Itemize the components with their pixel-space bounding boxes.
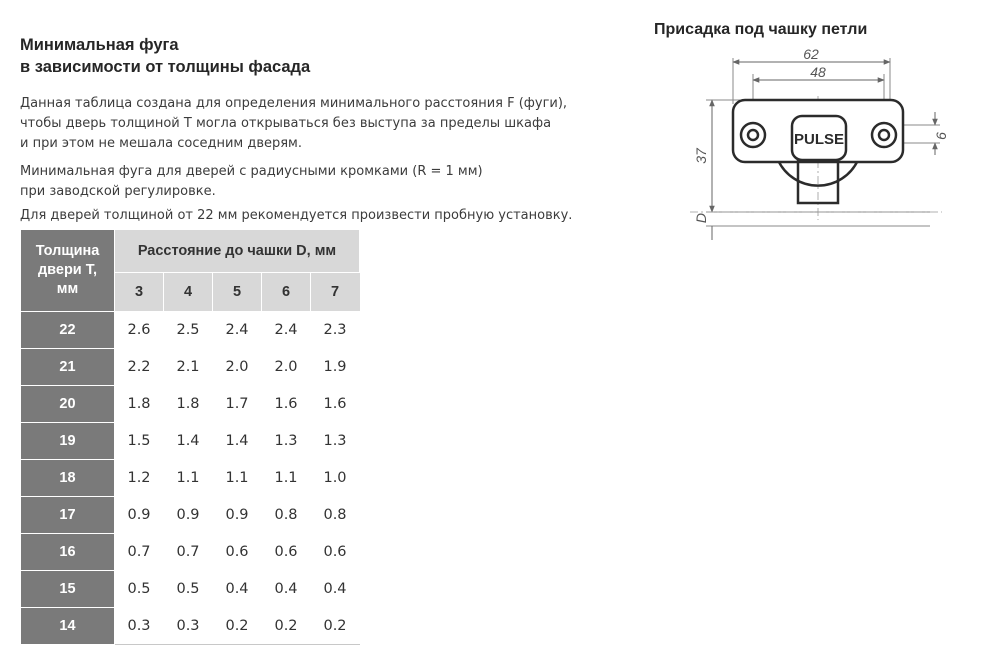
door-thickness-header-line: мм	[56, 281, 79, 297]
test-install-note: Для дверей толщиной от 22 мм рекомендуется произвести пробную установку.	[20, 208, 573, 223]
gap-value-cell: 0.2	[262, 608, 311, 645]
cup-distance-header: Расстояние до чашки D, мм	[115, 230, 360, 273]
gap-value-cell: 0.6	[213, 534, 262, 571]
door-thickness-cell: 17	[21, 497, 115, 534]
gap-value-cell: 2.1	[164, 349, 213, 386]
gap-value-cell: 0.4	[311, 571, 360, 608]
table-row	[21, 386, 360, 423]
table-row	[21, 312, 360, 349]
gap-value-cell: 0.6	[262, 534, 311, 571]
gap-value-cell: 1.0	[311, 460, 360, 497]
gap-value-cell: 0.9	[213, 497, 262, 534]
dimension-label-48: 48	[810, 64, 826, 80]
gap-value-cell: 0.3	[115, 608, 164, 645]
table-row	[21, 460, 360, 497]
door-thickness-header-line: двери T,	[37, 262, 98, 278]
gap-value-cell: 1.1	[213, 460, 262, 497]
gap-value-cell: 1.4	[213, 423, 262, 460]
table-row	[21, 349, 360, 386]
gap-value-cell: 2.0	[262, 349, 311, 386]
gap-value-cell: 0.8	[262, 497, 311, 534]
gap-value-cell: 0.7	[164, 534, 213, 571]
door-thickness-cell: 14	[21, 608, 115, 645]
gap-value-cell: 0.4	[213, 571, 262, 608]
dimension-label-d: D	[693, 212, 709, 224]
gap-value-cell: 1.9	[311, 349, 360, 386]
gap-value-cell: 1.1	[164, 460, 213, 497]
gap-value-cell: 2.5	[164, 312, 213, 349]
gap-value-cell: 1.4	[164, 423, 213, 460]
table-header-row	[21, 230, 360, 273]
distance-column-header: 6	[262, 273, 311, 312]
door-thickness-header-line: Толщина	[35, 243, 100, 259]
dimension-label-62: 62	[803, 46, 819, 62]
door-thickness-cell: 22	[21, 312, 115, 349]
screw-hole-left-inner	[748, 130, 758, 140]
gap-value-cell: 1.3	[311, 423, 360, 460]
gap-value-cell: 2.2	[115, 349, 164, 386]
radius-note-line-2: при заводской регулировке.	[20, 184, 216, 199]
page-title	[20, 34, 420, 78]
distance-column-header: 5	[213, 273, 262, 312]
gap-value-cell: 0.4	[262, 571, 311, 608]
gap-value-cell: 1.8	[115, 386, 164, 423]
gap-value-cell: 0.3	[164, 608, 213, 645]
gap-value-cell: 1.5	[115, 423, 164, 460]
gap-value-cell: 1.2	[115, 460, 164, 497]
door-thickness-cell: 21	[21, 349, 115, 386]
gap-value-cell: 0.8	[311, 497, 360, 534]
gap-value-cell: 2.6	[115, 312, 164, 349]
gap-value-cell: 1.6	[311, 386, 360, 423]
radius-note-line-1: Минимальная фуга для дверей с радиусными кромками (R = 1 мм)	[20, 164, 483, 179]
gap-value-cell: 0.9	[115, 497, 164, 534]
door-thickness-cell: 15	[21, 571, 115, 608]
brand-logo-text: PULSE	[793, 131, 845, 148]
gap-value-cell: 1.6	[262, 386, 311, 423]
gap-value-cell: 2.0	[213, 349, 262, 386]
gap-value-cell: 2.4	[213, 312, 262, 349]
hinge-cup-drawing	[690, 40, 950, 255]
distance-column-header: 7	[311, 273, 360, 312]
distance-column-header: 3	[115, 273, 164, 312]
gap-value-cell: 0.2	[311, 608, 360, 645]
gap-table	[20, 229, 360, 645]
dimension-label-6: 6	[933, 132, 949, 140]
gap-value-cell: 1.7	[213, 386, 262, 423]
description-line-2: чтобы дверь толщиной T могла открываться без выступа за пределы шкафа	[20, 116, 552, 131]
gap-value-cell: 1.8	[164, 386, 213, 423]
dimension-label-37: 37	[693, 148, 709, 164]
description-paragraph	[20, 94, 567, 154]
table-row	[21, 534, 360, 571]
door-thickness-cell: 19	[21, 423, 115, 460]
gap-value-cell: 0.5	[164, 571, 213, 608]
gap-value-cell: 0.5	[115, 571, 164, 608]
door-thickness-cell: 18	[21, 460, 115, 497]
page-title-line2: в зависимости от толщины фасада	[20, 58, 311, 76]
door-thickness-cell: 16	[21, 534, 115, 571]
gap-value-cell: 0.6	[311, 534, 360, 571]
page-title-line1: Минимальная фуга	[20, 36, 179, 54]
gap-value-cell: 2.4	[262, 312, 311, 349]
gap-value-cell: 0.7	[115, 534, 164, 571]
table-row	[21, 423, 360, 460]
gap-value-cell: 0.9	[164, 497, 213, 534]
table-row	[21, 571, 360, 608]
gap-value-cell: 0.2	[213, 608, 262, 645]
door-thickness-header	[21, 230, 115, 312]
distance-column-header: 4	[164, 273, 213, 312]
gap-value-cell: 1.3	[262, 423, 311, 460]
door-thickness-cell: 20	[21, 386, 115, 423]
radius-note-paragraph	[20, 162, 483, 202]
gap-value-cell: 1.1	[262, 460, 311, 497]
table-row	[21, 497, 360, 534]
table-row	[21, 608, 360, 645]
gap-value-cell: 2.3	[311, 312, 360, 349]
description-line-1: Данная таблица создана для определения минимального расстояния F (фуги),	[20, 96, 568, 111]
diagram-title: Присадка под чашку петли	[654, 21, 868, 38]
description-line-3: и при этом не мешала соседним дверям.	[20, 136, 303, 151]
screw-hole-right-inner	[879, 130, 889, 140]
